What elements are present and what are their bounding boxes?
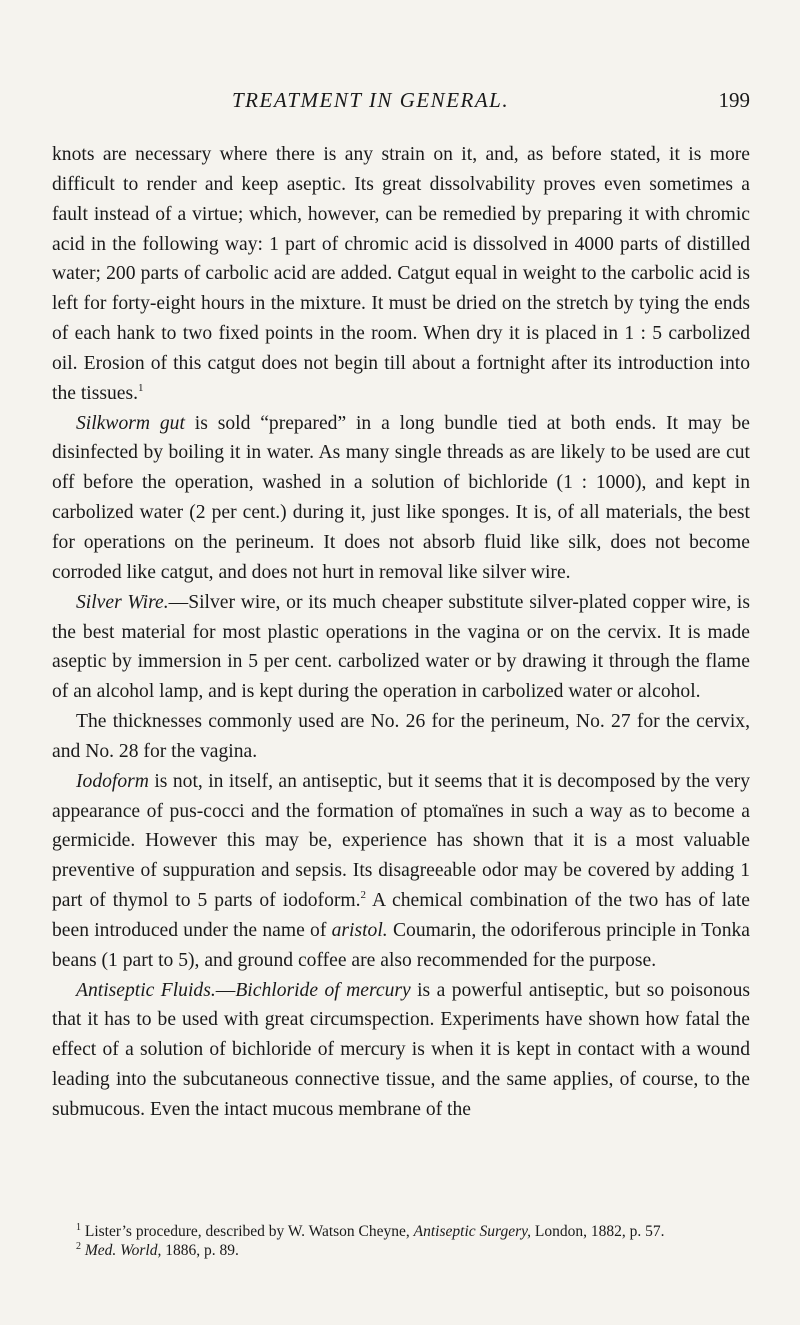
em-dash: —	[215, 979, 236, 1001]
paragraph-text: The thicknesses commonly used are No. 26 for the perineum, No. 27 for the cervix, and No. 28 for the vagina.	[52, 711, 750, 762]
paragraph-thicknesses	[52, 707, 750, 767]
paragraph-text: knots are necessary where there is any strain on it, and, as before stated, it is more difficult to render and keep aseptic. Its great dissolvability proves even sometimes a fault instead of a virtue; which, however, can be remedied by preparing it with chromic acid in the following way: 1 part of chromic acid is dissolved in 4000 parts of distilled water; 200 parts of carbolic acid are added. Catgut equal in weight to the carbolic acid is left for forty-eight hours in the mixture. It must be dried on the stretch by tying the ends of each hank to two fixed points in the room. When dry it is placed in 1 : 5 carbolized oil. Erosion of this catgut does not begin till about a fortnight after its introduction into the tissues.	[52, 144, 750, 404]
paragraph-text: A chemical combination of the two has of late been introduced under the name of	[52, 890, 750, 941]
paragraph-text: is sold “prepared” in a long bundle tied at both ends. It may be disinfected by boiling it in water. As many single threads as are likely to be used are cut off before the operation, washed in a solution of bichloride (1 : 1000), and kept in carbolized water (2 per cent.) during it, just like sponges. It is, of all materials, the best for operations on the perineum. It does not absorb fluid like silk, does not become corroded like catgut, and does not hurt in removal like silver wire.	[52, 412, 750, 583]
footnote-ref-1: 1	[138, 381, 144, 394]
body-text	[52, 140, 750, 1125]
footnote-marker: 2	[76, 1241, 81, 1252]
paragraph-catgut-continued	[52, 140, 750, 409]
footnote-text: Lister’s procedure, described by W. Watson Cheyne,	[81, 1223, 414, 1240]
paragraph-text: is not, in itself, an antiseptic, but it seems that it is decomposed by the very appearance of pus-cocci and the formation of ptomaïnes in such a way as to become a germicide. However this may be, experience has shown that it is a most valuable preventive of suppuration and sepsis. Its disagreeable odor may be covered by adding 1 part of thymol to 5 parts of iodoform.	[52, 770, 750, 912]
running-head: TREATMENT IN GENERAL.	[232, 88, 510, 112]
footnote-ref-2: 2	[360, 889, 367, 902]
page-number: 199	[718, 88, 750, 112]
paragraph-text: —Silver wire, or its much cheaper substitute silver-plated copper wire, is the best material for most plastic operations in the vagina or on the cervix. It is made aseptic by immersion in 5 per cent. carbolized water or by drawing it through the flame of an alcohol lamp, and is kept during the operation in carbolized water or alcohol.	[52, 591, 750, 703]
paragraph-silkworm-gut	[52, 409, 750, 588]
term-bichloride: Bichloride of mercury	[235, 979, 411, 1001]
footnote-marker: 1	[76, 1222, 81, 1233]
paragraph-text: is a powerful antiseptic, but so poisonous that it has to be used with great circumspection. Experiments have shown how fatal the effect of a solution of bichloride of mercury is when it is kept in contact with a wound leading into the subcutaneous connective tissue, and the same applies, of course, to the submucous. Even the intact mucous membrane of the	[52, 979, 750, 1120]
term-silver-wire: Silver Wire.	[76, 591, 169, 613]
footnote-2	[52, 1241, 750, 1260]
paragraph-text: Coumarin, the odoriferous principle in Tonka beans (1 part to 5), and ground coffee are also recommended for the purpose.	[52, 919, 750, 971]
term-silkworm-gut: Silkworm gut	[76, 412, 185, 434]
footnote-text: London, 1882, p. 57.	[531, 1223, 665, 1240]
page-header	[220, 88, 750, 118]
paragraph-iodoform	[52, 767, 750, 976]
term-iodoform: Iodoform	[76, 770, 149, 792]
term-antiseptic-fluids: Antiseptic Fluids.	[76, 979, 216, 1001]
footnote-text: 1886, p. 89.	[161, 1242, 239, 1259]
footnotes	[52, 1222, 750, 1260]
footnote-title: Med. World,	[84, 1242, 162, 1259]
term-aristol: aristol.	[331, 919, 388, 941]
footnote-1	[52, 1222, 750, 1241]
footnote-title: Antiseptic Surgery,	[413, 1223, 532, 1240]
paragraph-antiseptic-fluids	[52, 976, 750, 1125]
paragraph-silver-wire	[52, 588, 750, 707]
